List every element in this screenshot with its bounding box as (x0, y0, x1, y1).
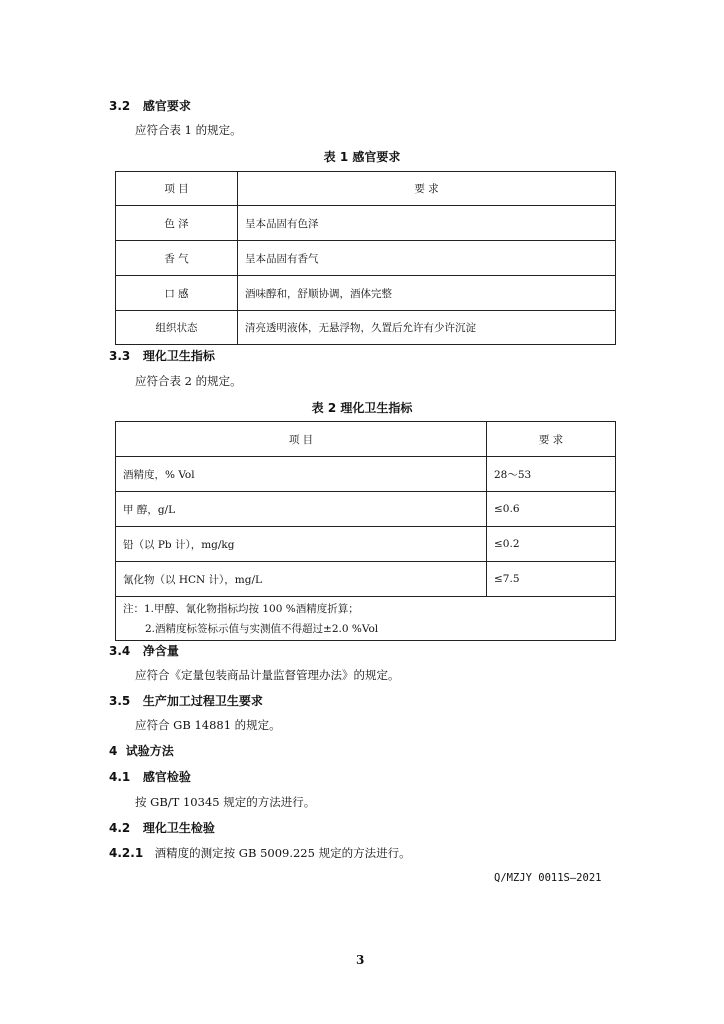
row-item: 铅（以 Pb 计），mg/kg (116, 527, 487, 562)
table-row (116, 492, 616, 527)
clause-text: 酒精度的测定按 GB 5009.225 规定的方法进行。 (154, 846, 411, 860)
row-requirement: 酒味醇和，舒顺协调，酒体完整 (238, 276, 616, 311)
row-requirement: 呈本品固有色泽 (238, 206, 616, 241)
row-requirement: ≤0.2 (487, 527, 616, 562)
header-item: 项 目 (116, 422, 487, 457)
table-row (116, 311, 616, 345)
note-line-2: 2.酒精度标签标示值与实测值不得超过±2.0 %Vol (145, 622, 379, 635)
table-sensory (115, 171, 616, 345)
heading-4-1 (109, 768, 191, 785)
section-title: 净含量 (142, 644, 179, 658)
table-row (116, 241, 616, 276)
section-number: 3.5 (109, 694, 131, 708)
table-row (116, 562, 616, 597)
table1-caption: 表 1 感官要求 (323, 150, 401, 164)
page-number: 3 (356, 953, 365, 967)
note-line-1: 注：1.甲醇、氰化物指标均按 100 %酒精度折算； (123, 602, 359, 615)
row-item: 甲 醇，g/L (116, 492, 487, 527)
row-item: 组织状态 (116, 311, 238, 345)
heading-3-4 (109, 642, 179, 659)
paragraph-3-2: 应符合表 1 的规定。 (135, 123, 242, 137)
table-note (116, 597, 616, 641)
table-row (116, 206, 616, 241)
section-title: 感官要求 (142, 99, 191, 113)
section-title: 试验方法 (125, 744, 174, 758)
section-number: 3.4 (109, 644, 131, 658)
section-title: 理化卫生检验 (142, 821, 215, 835)
row-item: 色 泽 (116, 206, 238, 241)
heading-4 (109, 742, 174, 759)
table-physicochemical (115, 421, 616, 641)
section-title: 感官检验 (142, 770, 191, 784)
section-number: 4 (109, 744, 118, 758)
row-item: 酒精度，% Vol (116, 457, 487, 492)
heading-3-3 (109, 347, 215, 364)
clause-4-2-1 (109, 845, 411, 861)
row-requirement: ≤0.6 (487, 492, 616, 527)
row-requirement: 清亮透明液体，无悬浮物，久置后允许有少许沉淀 (238, 311, 616, 345)
section-number: 4.1 (109, 770, 131, 784)
clause-number: 4.2.1 (109, 846, 144, 860)
paragraph-4-1: 按 GB/T 10345 规定的方法进行。 (135, 795, 316, 809)
table-header-row (116, 172, 616, 206)
row-requirement: 28～53 (487, 457, 616, 492)
paragraph-3-5: 应符合 GB 14881 的规定。 (135, 718, 281, 732)
section-title: 理化卫生指标 (142, 349, 215, 363)
header-requirement: 要 求 (487, 422, 616, 457)
paragraph-3-3: 应符合表 2 的规定。 (135, 374, 242, 388)
header-item: 项 目 (116, 172, 238, 206)
heading-3-2 (109, 97, 191, 114)
table-header-row (116, 422, 616, 457)
table-row (116, 276, 616, 311)
heading-3-5 (109, 692, 263, 709)
row-item: 口 感 (116, 276, 238, 311)
section-number: 3.3 (109, 349, 131, 363)
row-requirement: ≤7.5 (487, 562, 616, 597)
table2-caption: 表 2 理化卫生指标 (311, 401, 413, 415)
table-note-row (116, 597, 616, 641)
heading-4-2 (109, 819, 215, 836)
section-title: 生产加工过程卫生要求 (142, 694, 263, 708)
header-requirement: 要 求 (238, 172, 616, 206)
row-item: 氰化物（以 HCN 计），mg/L (116, 562, 487, 597)
document-code: Q/MZJY 0011S—2021 (494, 872, 602, 884)
row-requirement: 呈本品固有香气 (238, 241, 616, 276)
paragraph-3-4: 应符合《定量包装商品计量监督管理办法》的规定。 (135, 668, 400, 682)
table-row (116, 457, 616, 492)
table-row (116, 527, 616, 562)
section-number: 3.2 (109, 99, 131, 113)
section-number: 4.2 (109, 821, 131, 835)
row-item: 香 气 (116, 241, 238, 276)
